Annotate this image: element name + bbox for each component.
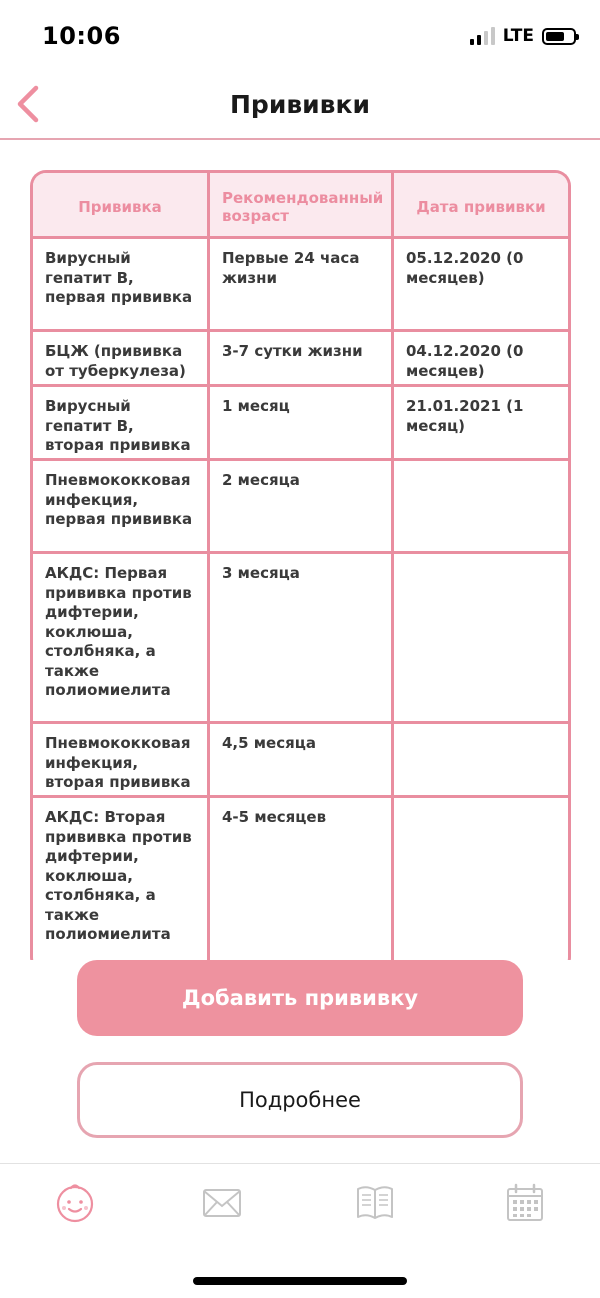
vaccination-date bbox=[394, 798, 568, 960]
header-vaccine: Прививка bbox=[33, 173, 210, 236]
table-row[interactable] bbox=[33, 332, 568, 387]
book-icon bbox=[354, 1183, 396, 1223]
page-title: Прививки bbox=[230, 90, 370, 119]
recommended-age: 3-7 сутки жизни bbox=[210, 332, 394, 384]
vaccination-date: 21.01.2021 (1 месяц) bbox=[406, 397, 524, 435]
home-indicator bbox=[193, 1277, 407, 1285]
envelope-icon bbox=[202, 1188, 242, 1218]
vaccine-name: Пневмококковая инфекция, первая прививка bbox=[33, 461, 210, 551]
vaccination-date bbox=[394, 554, 568, 721]
recommended-age: 4,5 месяца bbox=[210, 724, 394, 795]
tab-calendar[interactable] bbox=[500, 1180, 550, 1226]
table-row[interactable] bbox=[33, 724, 568, 798]
table-header-row bbox=[33, 173, 568, 239]
table-row[interactable] bbox=[33, 239, 568, 332]
more-info-button[interactable]: Подробнее bbox=[77, 1062, 523, 1138]
baby-face-icon bbox=[53, 1181, 97, 1225]
network-label: LTE bbox=[502, 26, 534, 46]
recommended-age: Первые 24 часа жизни bbox=[210, 239, 394, 329]
status-time: 10:06 bbox=[42, 22, 121, 50]
tab-messages[interactable] bbox=[197, 1180, 247, 1226]
battery-icon bbox=[542, 28, 576, 45]
header-recommended-age: Рекомендованный возраст bbox=[210, 173, 394, 236]
table-row[interactable] bbox=[33, 461, 568, 554]
status-indicators bbox=[470, 26, 576, 46]
vaccination-date: 04.12.2020 (0 месяцев) bbox=[406, 342, 524, 380]
nav-bar bbox=[0, 72, 600, 140]
signal-icon bbox=[470, 27, 495, 45]
recommended-age: 3 месяца bbox=[210, 554, 394, 721]
vaccination-table-scroll[interactable] bbox=[30, 170, 571, 960]
tab-baby[interactable] bbox=[50, 1180, 100, 1226]
recommended-age: 4-5 месяцев bbox=[210, 798, 394, 960]
recommended-age: 1 месяц bbox=[210, 387, 394, 458]
vaccine-name: БЦЖ (прививка от туберкулеза) bbox=[33, 332, 210, 384]
vaccine-name: АКДС: Вторая прививка против дифтерии, коклюша, столбняка, а также полиомиелита bbox=[33, 798, 210, 960]
vaccination-date: 05.12.2020 (0 месяцев) bbox=[406, 249, 524, 287]
vaccine-name: Вирусный гепатит В, вторая прививка bbox=[33, 387, 210, 458]
vaccine-name: Вирусный гепатит В, первая прививка bbox=[33, 239, 210, 329]
status-bar bbox=[0, 0, 600, 72]
vaccination-date bbox=[394, 724, 568, 795]
table-row[interactable] bbox=[33, 798, 568, 960]
vaccine-name: АКДС: Первая прививка против дифтерии, коклюша, столбняка, а также полиомиелита bbox=[33, 554, 210, 721]
vaccination-table bbox=[30, 170, 571, 960]
vaccination-date bbox=[394, 461, 568, 551]
table-row[interactable] bbox=[33, 554, 568, 724]
vaccine-name: Пневмококковая инфекция, вторая прививка bbox=[33, 724, 210, 795]
add-vaccination-button[interactable]: Добавить прививку bbox=[77, 960, 523, 1036]
recommended-age: 2 месяца bbox=[210, 461, 394, 551]
calendar-icon bbox=[505, 1183, 545, 1223]
header-vaccination-date: Дата прививки bbox=[416, 197, 546, 216]
tab-library[interactable] bbox=[350, 1180, 400, 1226]
table-row[interactable] bbox=[33, 387, 568, 461]
